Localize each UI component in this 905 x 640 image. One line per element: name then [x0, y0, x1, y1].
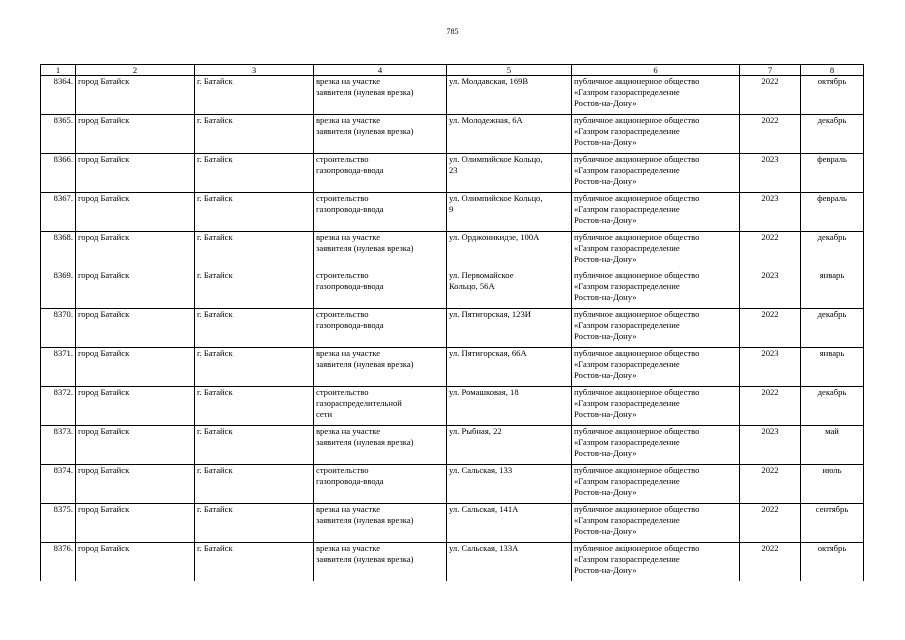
year-cell: 2023: [740, 193, 801, 232]
column-header: 3: [195, 65, 314, 76]
year-cell: 2022: [740, 309, 801, 348]
work-type-cell-line: врезка на участке: [316, 426, 381, 436]
organization-cell: [572, 543, 740, 582]
column-header: 1: [41, 65, 76, 76]
year-cell: 2022: [740, 115, 801, 154]
organization-cell-line: «Газпром газораспределение: [574, 281, 680, 291]
organization-cell-line: «Газпром газораспределение: [574, 126, 680, 136]
settlement-cell: г. Батайск: [195, 115, 314, 154]
address-cell-line: 23: [449, 165, 458, 175]
work-type-cell: [314, 465, 447, 504]
district-cell: город Батайск: [76, 309, 195, 348]
work-type-cell: [314, 270, 447, 309]
organization-cell-line: публичное акционерное общество: [574, 387, 700, 397]
settlement-cell: г. Батайск: [195, 309, 314, 348]
row-number-cell: 8373.: [41, 426, 76, 465]
work-type-cell-line: газораспределительной: [316, 398, 402, 408]
year-cell: 2023: [740, 270, 801, 309]
row-number-cell: 8368.: [41, 232, 76, 271]
work-type-cell-line: газопровода-ввода: [316, 320, 384, 330]
organization-cell: [572, 270, 740, 309]
organization-cell-line: «Газпром газораспределение: [574, 204, 680, 214]
work-type-cell: [314, 387, 447, 426]
row-number-cell: 8375.: [41, 504, 76, 543]
settlement-cell: г. Батайск: [195, 465, 314, 504]
settlement-cell: г. Батайск: [195, 76, 314, 115]
organization-cell-line: Ростов-на-Дону»: [574, 448, 637, 458]
work-type-cell: [314, 348, 447, 387]
work-type-cell: [314, 232, 447, 271]
table-row: [41, 504, 864, 543]
work-type-cell-line: заявителя (нулевая врезка): [316, 87, 414, 97]
address-cell: [447, 193, 572, 232]
year-cell: 2022: [740, 465, 801, 504]
settlement-cell: г. Батайск: [195, 387, 314, 426]
address-cell-line: ул. Ромашковая, 18: [449, 387, 519, 397]
organization-cell: [572, 193, 740, 232]
organization-cell-line: Ростов-на-Дону»: [574, 98, 637, 108]
row-number-cell: 8376.: [41, 543, 76, 582]
organization-cell-line: «Газпром газораспределение: [574, 320, 680, 330]
month-cell: февраль: [801, 154, 864, 193]
work-type-cell: [314, 193, 447, 232]
address-cell-line: ул. Молдавская, 169В: [449, 76, 529, 86]
address-cell-line: ул. Сальская, 141А: [449, 504, 519, 514]
organization-cell: [572, 504, 740, 543]
organization-cell: [572, 76, 740, 115]
column-header: 7: [740, 65, 801, 76]
organization-cell-line: публичное акционерное общество: [574, 154, 700, 164]
address-cell-line: ул. Олимпийское Кольцо,: [449, 154, 543, 164]
column-header: 6: [572, 65, 740, 76]
row-number-cell: 8367.: [41, 193, 76, 232]
table-row: [41, 154, 864, 193]
organization-cell: [572, 387, 740, 426]
year-cell: 2022: [740, 504, 801, 543]
month-cell: октябрь: [801, 543, 864, 582]
work-type-cell-line: строительство: [316, 465, 369, 475]
organization-cell-line: «Газпром газораспределение: [574, 554, 680, 564]
month-cell: февраль: [801, 193, 864, 232]
work-type-cell: [314, 426, 447, 465]
column-header: 2: [76, 65, 195, 76]
organization-cell-line: публичное акционерное общество: [574, 504, 700, 514]
row-number-cell: 8366.: [41, 154, 76, 193]
row-number-cell: 8370.: [41, 309, 76, 348]
month-cell: декабрь: [801, 115, 864, 154]
organization-cell-line: Ростов-на-Дону»: [574, 565, 637, 575]
organization-cell: [572, 465, 740, 504]
district-cell: город Батайск: [76, 232, 195, 271]
table-row: [41, 115, 864, 154]
address-cell-line: Кольцо, 56А: [449, 281, 495, 291]
year-cell: 2023: [740, 426, 801, 465]
row-number-cell: 8372.: [41, 387, 76, 426]
district-cell: город Батайск: [76, 115, 195, 154]
address-cell: [447, 270, 572, 309]
work-type-cell: [314, 543, 447, 582]
page-number: 785: [446, 27, 459, 36]
table-row: [41, 348, 864, 387]
work-type-cell-line: врезка на участке: [316, 115, 381, 125]
address-cell: [447, 543, 572, 582]
work-type-cell-line: заявителя (нулевая врезка): [316, 437, 414, 447]
settlement-cell: г. Батайск: [195, 270, 314, 309]
address-cell-line: ул. Пятигорская, 123И: [449, 309, 531, 319]
work-type-cell-line: врезка на участке: [316, 504, 381, 514]
organization-cell-line: публичное акционерное общество: [574, 270, 700, 280]
organization-cell-line: публичное акционерное общество: [574, 465, 700, 475]
month-cell: октябрь: [801, 76, 864, 115]
work-type-cell-line: строительство: [316, 309, 369, 319]
row-number-cell: 8364.: [41, 76, 76, 115]
organization-cell: [572, 348, 740, 387]
organization-cell: [572, 154, 740, 193]
organization-cell: [572, 115, 740, 154]
month-cell: июль: [801, 465, 864, 504]
work-type-cell-line: врезка на участке: [316, 348, 381, 358]
work-type-cell-line: заявителя (нулевая врезка): [316, 554, 414, 564]
settlement-cell: г. Батайск: [195, 193, 314, 232]
work-type-cell-line: газопровода-ввода: [316, 281, 384, 291]
address-cell-line: ул. Рыбная, 22: [449, 426, 502, 436]
row-number-cell: 8374.: [41, 465, 76, 504]
work-type-cell-line: строительство: [316, 270, 369, 280]
table-row: [41, 270, 864, 309]
work-type-cell-line: заявителя (нулевая врезка): [316, 515, 414, 525]
row-number-cell: 8365.: [41, 115, 76, 154]
table-row: [41, 309, 864, 348]
address-cell: [447, 309, 572, 348]
address-cell: [447, 76, 572, 115]
district-cell: город Батайск: [76, 465, 195, 504]
district-cell: город Батайск: [76, 154, 195, 193]
table-row: [41, 193, 864, 232]
organization-cell-line: Ростов-на-Дону»: [574, 487, 637, 497]
organization-cell-line: «Газпром газораспределение: [574, 243, 680, 253]
organization-cell-line: Ростов-на-Дону»: [574, 370, 637, 380]
year-cell: 2022: [740, 76, 801, 115]
district-cell: город Батайск: [76, 504, 195, 543]
address-cell-line: ул. Орджоникидзе, 100А: [449, 232, 540, 242]
address-cell: [447, 232, 572, 271]
district-cell: город Батайск: [76, 543, 195, 582]
organization-cell-line: Ростов-на-Дону»: [574, 137, 637, 147]
district-cell: город Батайск: [76, 426, 195, 465]
work-type-cell-line: газопровода-ввода: [316, 204, 384, 214]
address-cell-line: ул. Пятигорская, 66А: [449, 348, 527, 358]
row-number-cell: 8371.: [41, 348, 76, 387]
address-cell: [447, 387, 572, 426]
organization-cell: [572, 232, 740, 271]
organization-cell-line: «Газпром газораспределение: [574, 398, 680, 408]
organization-cell-line: Ростов-на-Дону»: [574, 254, 637, 264]
year-cell: 2023: [740, 154, 801, 193]
settlement-cell: г. Батайск: [195, 504, 314, 543]
organization-cell-line: публичное акционерное общество: [574, 232, 700, 242]
district-cell: город Батайск: [76, 193, 195, 232]
work-type-cell-line: газопровода-ввода: [316, 165, 384, 175]
work-type-cell-line: врезка на участке: [316, 232, 381, 242]
district-cell: город Батайск: [76, 387, 195, 426]
work-type-cell-line: строительство: [316, 193, 369, 203]
month-cell: декабрь: [801, 309, 864, 348]
district-cell: город Батайск: [76, 76, 195, 115]
month-cell: январь: [801, 348, 864, 387]
district-cell: город Батайск: [76, 348, 195, 387]
organization-cell: [572, 309, 740, 348]
settlement-cell: г. Батайск: [195, 348, 314, 387]
work-type-cell-line: строительство: [316, 387, 369, 397]
column-header: 5: [447, 65, 572, 76]
address-cell: [447, 115, 572, 154]
column-header: 4: [314, 65, 447, 76]
settlement-cell: г. Батайск: [195, 426, 314, 465]
address-cell: [447, 426, 572, 465]
work-type-cell-line: заявителя (нулевая врезка): [316, 126, 414, 136]
month-cell: сентябрь: [801, 504, 864, 543]
month-cell: январь: [801, 270, 864, 309]
organization-cell-line: «Газпром газораспределение: [574, 515, 680, 525]
address-cell: [447, 348, 572, 387]
work-type-cell-line: врезка на участке: [316, 543, 381, 553]
table-row: [41, 387, 864, 426]
district-cell: город Батайск: [76, 270, 195, 309]
organization-cell-line: «Газпром газораспределение: [574, 165, 680, 175]
work-type-cell-line: строительство: [316, 154, 369, 164]
address-cell: [447, 154, 572, 193]
organization-cell-line: публичное акционерное общество: [574, 348, 700, 358]
organization-cell: [572, 426, 740, 465]
table-row: [41, 426, 864, 465]
row-number-cell: 8369.: [41, 270, 76, 309]
address-cell-line: 9: [449, 204, 454, 214]
organization-cell-line: публичное акционерное общество: [574, 76, 700, 86]
month-cell: декабрь: [801, 232, 864, 271]
table-row: [41, 543, 864, 582]
organization-cell-line: Ростов-на-Дону»: [574, 292, 637, 302]
organization-cell-line: «Газпром газораспределение: [574, 437, 680, 447]
work-type-cell-line: заявителя (нулевая врезка): [316, 359, 414, 369]
month-cell: май: [801, 426, 864, 465]
work-type-cell: [314, 309, 447, 348]
year-cell: 2022: [740, 232, 801, 271]
settlement-cell: г. Батайск: [195, 232, 314, 271]
organization-cell-line: публичное акционерное общество: [574, 309, 700, 319]
organization-cell-line: Ростов-на-Дону»: [574, 526, 637, 536]
organization-cell-line: Ростов-на-Дону»: [574, 331, 637, 341]
work-type-cell-line: заявителя (нулевая врезка): [316, 243, 414, 253]
address-cell-line: ул. Сальская, 133: [449, 465, 513, 475]
organization-cell-line: публичное акционерное общество: [574, 193, 700, 203]
settlement-cell: г. Батайск: [195, 154, 314, 193]
work-type-cell: [314, 154, 447, 193]
table-row: [41, 76, 864, 115]
work-type-cell-line: газопровода-ввода: [316, 476, 384, 486]
table-row: [41, 232, 864, 271]
settlement-cell: г. Батайск: [195, 543, 314, 582]
address-cell-line: ул. Первомайское: [449, 270, 514, 280]
gas-works-table: [40, 64, 864, 581]
address-cell: [447, 465, 572, 504]
year-cell: 2022: [740, 387, 801, 426]
organization-cell-line: «Газпром газораспределение: [574, 476, 680, 486]
work-type-cell: [314, 115, 447, 154]
work-type-cell: [314, 76, 447, 115]
year-cell: 2023: [740, 348, 801, 387]
table-row: [41, 465, 864, 504]
year-cell: 2022: [740, 543, 801, 582]
organization-cell-line: публичное акционерное общество: [574, 426, 700, 436]
organization-cell-line: Ростов-на-Дону»: [574, 409, 637, 419]
organization-cell-line: «Газпром газораспределение: [574, 359, 680, 369]
organization-cell-line: «Газпром газораспределение: [574, 87, 680, 97]
column-number-row: [41, 65, 864, 76]
work-type-cell-line: сети: [316, 409, 333, 419]
address-cell: [447, 504, 572, 543]
organization-cell-line: публичное акционерное общество: [574, 543, 700, 553]
address-cell-line: ул. Сальская, 133А: [449, 543, 519, 553]
address-cell-line: ул. Молодежная, 6А: [449, 115, 523, 125]
table-body: [41, 76, 864, 582]
work-type-cell-line: врезка на участке: [316, 76, 381, 86]
organization-cell-line: Ростов-на-Дону»: [574, 176, 637, 186]
month-cell: декабрь: [801, 387, 864, 426]
organization-cell-line: Ростов-на-Дону»: [574, 215, 637, 225]
address-cell-line: ул. Олимпийское Кольцо,: [449, 193, 543, 203]
column-header: 8: [801, 65, 864, 76]
work-type-cell: [314, 504, 447, 543]
organization-cell-line: публичное акционерное общество: [574, 115, 700, 125]
